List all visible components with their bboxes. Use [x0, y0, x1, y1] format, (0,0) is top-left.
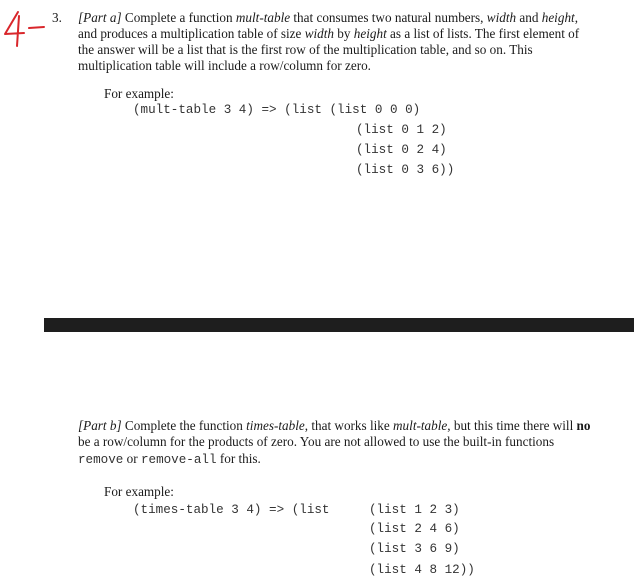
- part-a-code-line-2: (list 0 1 2): [356, 123, 447, 137]
- part-b-code-line-3: (list 2 4 6): [369, 522, 460, 536]
- part-b-code-line-1: (times-table 3 4) => (list: [133, 503, 330, 517]
- function-name: times-table: [246, 418, 305, 433]
- part-a-code-line-4: (list 0 3 6)): [356, 163, 455, 177]
- part-a-example-label: For example:: [104, 86, 174, 101]
- page-divider-bar: [44, 318, 634, 332]
- part-b-line-3: remove or remove-all for this.: [78, 451, 261, 467]
- part-b-tag: [Part b]: [78, 418, 122, 433]
- part-a-line-3: the answer will be a list that is the first row of the multiplication table, and so on. This: [78, 42, 533, 57]
- part-b-line-2: be a row/column for the products of zero. You are not allowed to use the built-in functions: [78, 434, 555, 449]
- part-b-code-line-4: (list 3 6 9): [369, 542, 460, 556]
- part-b-code-line-5: (list 4 8 12)): [369, 563, 475, 577]
- part-b-example-label: For example:: [104, 484, 174, 499]
- part-a-line-2: and produces a multiplication table of size width by height as a list of lists. The first element of: [78, 26, 580, 41]
- part-a-code-line-3: (list 0 2 4): [356, 143, 447, 157]
- handwritten-score: [2, 10, 48, 48]
- function-name: mult-table: [235, 10, 291, 25]
- part-a-line-4: multiplication table will include a row/column for zero.: [78, 58, 371, 73]
- question-number: 3.: [52, 10, 62, 25]
- part-b-line-1: [Part b] Complete the function times-table, that works like mult-table, but this time there will no: [78, 418, 591, 433]
- part-a-code-line-1: (mult-table 3 4) => (list (list 0 0 0): [133, 103, 421, 117]
- part-a-tag: [Part a]: [78, 10, 122, 25]
- part-a-line-1: [Part a] Complete a function mult-table that consumes two natural numbers, width and height,: [78, 10, 578, 25]
- part-b-code-line-2: (list 1 2 3): [369, 503, 460, 517]
